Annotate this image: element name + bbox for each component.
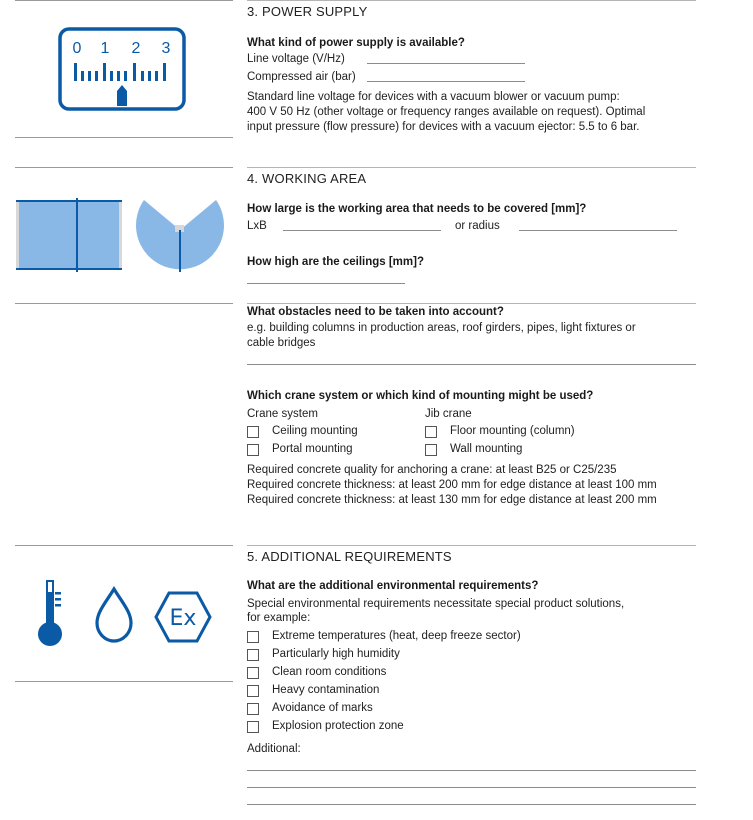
concrete-requirement-2: Required concrete thickness: at least 200 mm for edge distance at least 100 mm xyxy=(247,479,657,491)
line-voltage-label: Line voltage (V/Hz) xyxy=(247,53,345,65)
floor-mounting-label: Floor mounting (column) xyxy=(450,425,575,437)
power-top-rule xyxy=(247,0,696,1)
ex-symbol: Ex xyxy=(169,606,197,631)
left-rule-2 xyxy=(15,167,233,168)
ceiling-height-question: How high are the ceilings [mm]? xyxy=(247,256,424,268)
radius-area-icon xyxy=(134,196,226,274)
concrete-requirement-1: Required concrete quality for anchoring a crane: at least B25 or C25/235 xyxy=(247,464,617,476)
working-area-title: 4. WORKING AREA xyxy=(247,171,367,186)
power-supply-title: 3. POWER SUPPLY xyxy=(247,4,368,19)
option-checkbox-clean-room[interactable] xyxy=(247,667,259,679)
option-checkbox-explosion-protection[interactable] xyxy=(247,721,259,733)
option-label-explosion-protection: Explosion protection zone xyxy=(272,720,404,732)
ceiling-mounting-checkbox[interactable] xyxy=(247,426,259,438)
voltage-gauge-icon xyxy=(58,27,186,111)
additional-label: Additional: xyxy=(247,743,301,755)
or-radius-label: or radius xyxy=(455,220,500,232)
lxb-label: LxB xyxy=(247,220,267,232)
left-rule-4 xyxy=(15,545,233,546)
thermometer-icon xyxy=(38,578,68,648)
option-label-high-humidity: Particularly high humidity xyxy=(272,648,400,660)
crane-system-label: Crane system xyxy=(247,408,318,420)
option-label-extreme-temperatures: Extreme temperatures (heat, deep freeze sector) xyxy=(272,630,521,642)
jib-crane-label: Jib crane xyxy=(425,408,472,420)
obstacles-top-rule xyxy=(247,303,696,304)
option-checkbox-avoidance-of-marks[interactable] xyxy=(247,703,259,715)
concrete-requirement-3: Required concrete thickness: at least 130 mm for edge distance at least 200 mm xyxy=(247,494,657,506)
additional-requirements-title: 5. ADDITIONAL REQUIREMENTS xyxy=(247,549,452,564)
wall-mounting-checkbox[interactable] xyxy=(425,444,437,456)
ceiling-mounting-label: Ceiling mounting xyxy=(272,425,358,437)
obstacles-text-2: cable bridges xyxy=(247,337,316,349)
crane-system-question: Which crane system or which kind of mounting might be used? xyxy=(247,390,594,402)
power-info-line-2: 400 V 50 Hz (other voltage or frequency ranges available on request). Optimal xyxy=(247,106,646,118)
floor-mounting-checkbox[interactable] xyxy=(425,426,437,438)
additional-top-rule xyxy=(247,545,696,546)
compressed-air-field[interactable] xyxy=(367,81,525,82)
line-voltage-field[interactable] xyxy=(367,63,525,64)
left-rule-5 xyxy=(15,681,233,682)
environmental-intro-1: Special environmental requirements necessitate special product solutions, xyxy=(247,598,625,610)
gauge-number-0: 0 xyxy=(72,40,82,57)
water-drop-icon xyxy=(94,586,134,644)
left-rule-top-1 xyxy=(15,0,233,1)
ceiling-height-field[interactable] xyxy=(247,283,405,284)
option-label-avoidance-of-marks: Avoidance of marks xyxy=(272,702,373,714)
gauge-number-3: 3 xyxy=(161,40,171,57)
rectangular-area-icon xyxy=(16,198,122,272)
gauge-number-1: 1 xyxy=(100,40,110,57)
option-label-heavy-contamination: Heavy contamination xyxy=(272,684,380,696)
option-checkbox-high-humidity[interactable] xyxy=(247,649,259,661)
portal-mounting-checkbox[interactable] xyxy=(247,444,259,456)
power-info-line-3: input pressure (flow pressure) for devices with a vacuum ejector: 5.5 to 6 bar. xyxy=(247,121,640,133)
wall-mounting-label: Wall mounting xyxy=(450,443,523,455)
additional-field-line-2[interactable] xyxy=(247,787,696,788)
environmental-question: What are the additional environmental requirements? xyxy=(247,580,539,592)
obstacles-field[interactable] xyxy=(247,364,696,365)
radius-field[interactable] xyxy=(519,230,677,231)
working-area-top-rule xyxy=(247,167,696,168)
additional-field-line-3[interactable] xyxy=(247,804,696,805)
power-supply-question: What kind of power supply is available? xyxy=(247,37,465,49)
left-rule-3 xyxy=(15,303,233,304)
lxb-field[interactable] xyxy=(283,230,441,231)
left-rule-1 xyxy=(15,137,233,138)
explosion-protection-icon xyxy=(154,591,212,643)
obstacles-question: What obstacles need to be taken into account? xyxy=(247,306,504,318)
power-info-line-1: Standard line voltage for devices with a vacuum blower or vacuum pump: xyxy=(247,91,620,103)
working-area-size-question: How large is the working area that needs to be covered [mm]? xyxy=(247,203,587,215)
option-label-clean-room: Clean room conditions xyxy=(272,666,387,678)
option-checkbox-heavy-contamination[interactable] xyxy=(247,685,259,697)
option-checkbox-extreme-temperatures[interactable] xyxy=(247,631,259,643)
environmental-intro-2: for example: xyxy=(247,612,311,624)
compressed-air-label: Compressed air (bar) xyxy=(247,71,356,83)
portal-mounting-label: Portal mounting xyxy=(272,443,353,455)
gauge-number-2: 2 xyxy=(131,40,141,57)
additional-field-line-1[interactable] xyxy=(247,770,696,771)
obstacles-text-1: e.g. building columns in production areas, roof girders, pipes, light fixtures or xyxy=(247,322,636,334)
